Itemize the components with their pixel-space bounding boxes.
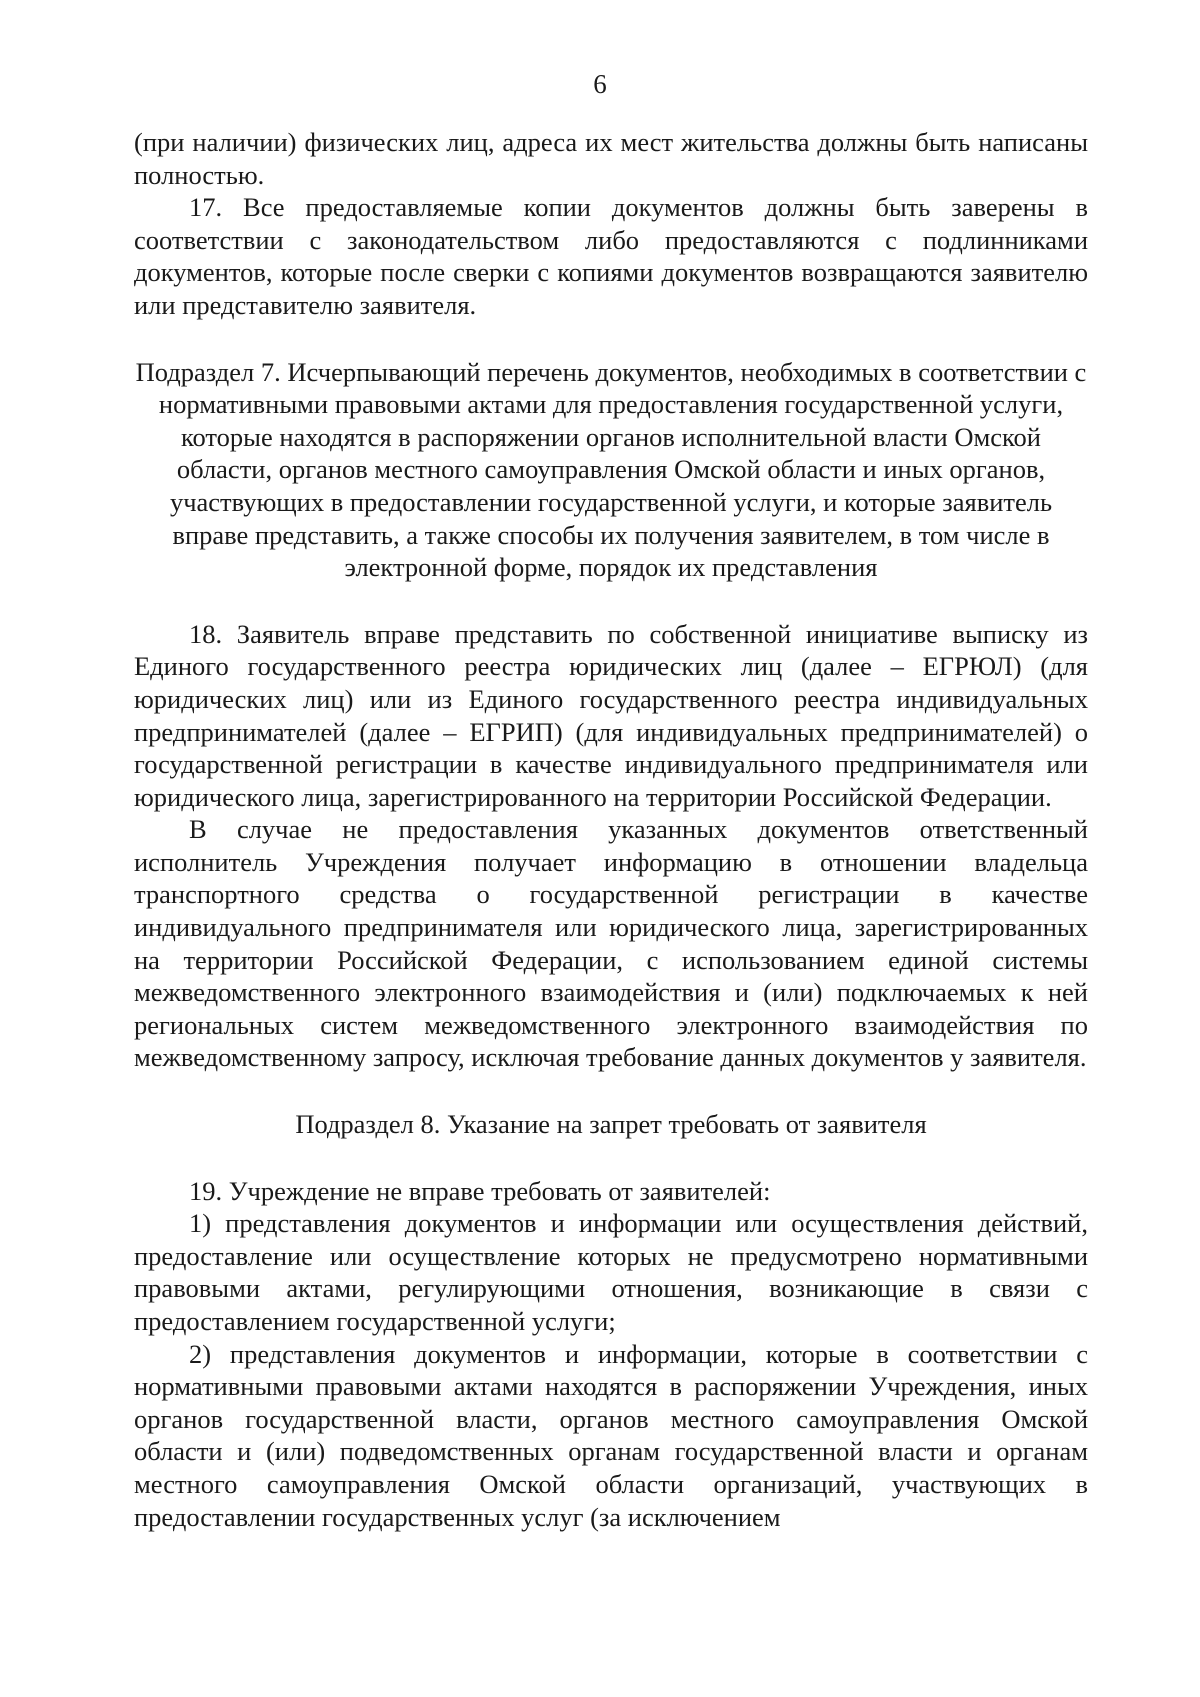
subsection-8-heading: Подраздел 8. Указание на запрет требовать от заявителя: [295, 1109, 927, 1140]
subsection-7-heading: Подраздел 7. Исчерпывающий перечень документов, необходимых в соответствии с нормативными правовыми актами для предоставления государственной услуги, которые находятся в распоряжении органов исполнительной власти Омской области, органов местного самоуправления Омской области и иных органов, участвующих в предоставлении государственной услуги, и которые заявитель вправе представить, а также способы их получения заявителем, в том числе в электронной форме, порядок их представления: [135, 356, 1087, 583]
paragraph-18: 18. Заявитель вправе представить по собственной инициативе выписку из Единого государственного реестра юридических лиц (далее – ЕГРЮЛ) (для юридических лиц) или из Единого государственного реестра индивидуальных предпринимателей (далее – ЕГРИП) (для индивидуальных предпринимателей) о государственной регистрации в качестве индивидуального предпринимателя или юридического лица, зарегистрированного на территории Российской Федерации.: [134, 618, 1088, 812]
document-body: [134, 126, 1088, 1533]
paragraph-18-continuation: В случае не предоставления указанных документов ответственный исполнитель Учреждения получает информацию в отношении владельца транспортного средства о государственной регистрации в качестве индивидуального предпринимателя или юридического лица, зарегистрированных на территории Российской Федерации, с использованием единой системы межведомственного электронного взаимодействия и (или) подключаемых к ней региональных систем межведомственного электронного взаимодействия по межведомственному запросу, исключая требование данных документов у заявителя.: [134, 814, 1088, 1073]
paragraph-19-item-1: 1) представления документов и информации или осуществления действий, предоставление или осуществление которых не предусмотрено нормативными правовыми актами, регулирующими отношения, возникающие в связи с предоставлением государственной услуги;: [134, 1208, 1088, 1336]
page-number: 6: [593, 69, 607, 99]
paragraph-17: 17. Все предоставляемые копии документов должны быть заверены в соответствии с законодательством либо предоставляются с подлинниками документов, которые после сверки с копиями документов возвращаются заявителю или представителю заявителя.: [134, 192, 1088, 320]
paragraph-19: 19. Учреждение не вправе требовать от заявителей:: [189, 1175, 771, 1206]
paragraph-19-item-2: 2) представления документов и информации, которые в соответствии с нормативными правовыми актами находятся в распоряжении Учреждения, иных органов государственной власти, органов местного самоуправления Омской области и (или) подведомственных органам государственной власти и органам местного самоуправления Омской области организаций, участвующих в предоставлении государственных услуг (за исключением: [134, 1338, 1088, 1532]
paragraph-continuation: (при наличии) физических лиц, адреса их мест жительства должны быть написаны полностью.: [134, 127, 1088, 190]
